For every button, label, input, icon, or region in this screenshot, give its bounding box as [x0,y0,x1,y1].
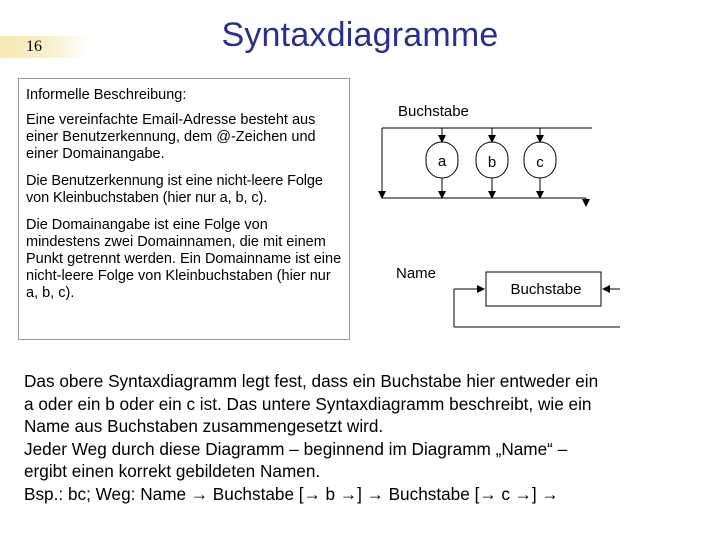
info-paragraph-user-id: Die Benutzerkennung ist eine nicht-leere Folge von Kleinbuchstaben (hier nur a, b, c). [26,173,323,206]
diagram-buchstabe-label: Buchstabe [398,103,469,120]
nonterminal-buchstabe-label: Buchstabe [510,281,582,298]
diagram-name-label: Name [396,265,437,282]
explanation-line-1: Das obere Syntaxdiagramm legt fest, dass ein Buchstabe hier entweder ein [24,371,599,391]
explanation-line-6: Bsp.: bc; Weg: Name → Buchstabe [→ b →] → Buchstabe [→ c →] → [24,483,559,504]
explanation-line-2: a oder ein b oder ein c ist. Das untere Syntaxdiagramm beschreibt, wie ein [24,393,592,414]
informal-description-box [18,78,350,340]
terminal-c-label: c [536,154,544,171]
info-paragraph-domain: Die Domainangabe ist eine Folge von mindestens zwei Domainnamen, die mit einem Punkt getrennt werden. Ein Domainname ist eine nicht-leere Folge von Kleinbuchstaben (hier nur a, b, c). [26,217,342,301]
info-paragraph-email: Eine vereinfachte Email-Adresse besteht aus einer Benutzerkennung, dem @-Zeichen und einer Domainangabe. [26,112,316,162]
slide-title: Syntaxdiagramme [221,16,499,54]
explanation-text [24,370,714,505]
explanation-line-5: ergibt einen korrekt gebildeten Namen. [24,461,321,481]
page-number: 16 [26,38,42,55]
terminal-b-label: b [487,154,497,171]
explanation-line-4: Jeder Weg durch diese Diagramm – beginnend im Diagramm „Name“ – [24,438,568,459]
terminal-a-label: a [437,153,447,170]
diagram-name [396,265,620,327]
syntax-diagrams [360,86,620,336]
info-heading: Informelle Beschreibung: [26,87,187,103]
explanation-line-3: Name aus Buchstaben zusammengesetzt wird. [24,416,384,436]
diagram-buchstabe [382,103,592,206]
